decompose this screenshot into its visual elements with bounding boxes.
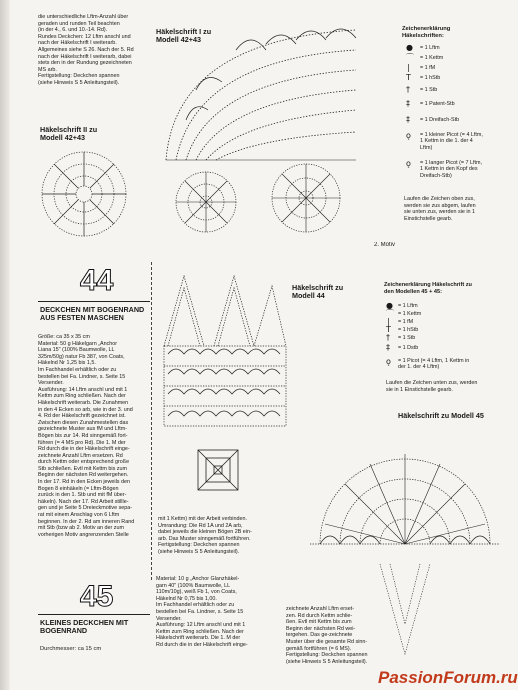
legend1-sym-0: ● [406,43,413,52]
chart-44-title: Häkelschrift zu Modell 44 [292,283,344,301]
legend2-text-4: = 1 Stb [398,335,416,341]
page-spine [0,0,10,690]
legend1-sym-1: ⌒ [406,53,414,62]
legend1-sym-3: T [406,73,411,82]
col1-bottom-text: Durchmesser: ca 15 cm [40,646,102,652]
legend2-sym-0: ● [386,301,393,310]
col1-top-text: die unterschiedliche Lftm-Anzahl über geraden und runden Teil beachten (in der 4., 6. und 10.-14. Rd). Rundes Deckchen: 12 Lftm anschl und nach der Häkelschrift I weiterarb. Allgemeines siehe S 26. Nach der 5. Rd nach der Häkelschrift I weiterarb, dabei stets den in der Rundung gezeichneten MS arb. Fertigstellung: Deckchen spannen (siehe Hinweis S 5 Anleitungsteil). [38,14,134,86]
legend1-text-4: = 1 Stb [420,87,438,93]
legend1-text-0: = 1 Lftm [420,45,440,51]
legend1-sym-4: † [406,85,410,94]
legend2-sym-3: T [386,325,391,334]
col1-mid-text: Größe: ca 35 x 35 cm Material: 50 g Häkelgarn „Anchor Liana 15" (100% Baumwolle, LL 325m/50g) natur Fb 387, von Coats, Häkelnd Nr 1,25 bis 1,5. Im Fachhandel erhältlich oder zu bestellen bei Fa. Lindner, s. Seite 15 Versender. Ausführung: 14 Lftm anschl und mit 1 Kettm zum Ring schließen. Nach der Häkelschrift weiterarb. Die Zunahmen in den 4 Ecken so arb, wie in der 3. und 4. Rd der Häkelschrift gezeichnet ist. Zwischen diesen Zunahmestellen das gezeichnete Muster aus fM und Lftm- Bögen bis zur 14. Rd sinngemäß fort- führen (= 4 MS pro Rd). Die 1. M der Rd durch die in der Häkelschrift einge- zeichnete Anzahl Lftm ersetzen. Rd durch Kettm oder entsprechend große Stb schließen. Evtl mit Kettm bis zum Beginn der nächsten Rd weitergehen. In der 17. Rd in den Ecken jeweils den Bogen 8 einhäkeln (= Lftm-Bögen zurück in den 1. Stb und mit fM über- häkeln). Nach der 17. Rd Arbeit stillle- gen und je Seite 5 Dreieckmotive sepa- rat mit einem Anschlag von 6 Lftm beginnen. In der 2. Rd am inneren Rand mit Stb (bzw ab 2. Motiv an der zum vorherigen Motiv angrenzenden Stelle [38,334,135,538]
legend1-title: Zeichenerklärung Häkelschriften: [402,26,451,39]
watermark-text: PassionForum.ru [378,668,518,687]
model-number-45: 45 [80,580,114,613]
heading-45: KLEINES DECKCHEN MIT BOGENRAND [40,618,129,636]
legend2-sym-1: ⌒ [386,309,394,318]
chart-i-drawing [156,20,386,248]
legend2-text-2: = 1 fM [398,319,414,325]
legend1-list [400,42,514,192]
legend1-sym-2: | [407,63,410,72]
legend2-text-1: = 1 Kettm [398,311,422,317]
col3-bottom-text: zeichnete Anzahl Lftm erset- zen. Rd durch Kettm schlie- ßen. Evtl mit Kettm bis zum Beginn der nächsten Rd wei- tergehen. Das ge-zeichnete Muster über die gesamte Rd sinn- gemäß fortführen (= 6 MS). Fertigstellung: Deckchen spannen (siehe Hinweis S 5 Anleitungsteil). [286,606,368,665]
legend1-text-1: = 1 Kettm [420,55,444,61]
legend1-text-3: = 1 hStb [420,75,441,81]
legend2-sym-6: ǫ [386,357,391,366]
model-number-44: 44 [80,264,114,297]
chart-45-title: Häkelschrift zu Modell 45 [398,411,484,420]
chart-44-drawing [154,266,290,510]
legend2-sym-5: ‡ [386,343,390,352]
col2-bottom-text: Material: 10 g „Anchor Glanzhäkel- garn 40" (100% Baumwolle, LL 110m/10g), weiß Fb 1, von Coats, Häkelnd Nr 0,75 bis 1,00. Im Fachhandel erhältlich oder zu bestellen bei Fa. Lindner, s. Seite 15 Versender. Ausführung: 12 Lftm anschl und mit 1 Kettm zum Ring schließen. Nach der Häkelschrift weiterarb. Die 1. M der Rd durch die in der Häkelschrift einge- [156,576,248,648]
chart-i-title: Häkelschrift I zu Modell 42+43 [156,27,212,45]
legend2-sym-4: † [386,333,390,342]
chart-ii-drawing [36,146,132,242]
legend2-text-5: = 1 Dstb [398,345,419,351]
legend1-text-7: = 1 kleiner Picot (= 4 Lftm, 1 Kettm in die 1. der 4 Lftm) [420,132,483,151]
legend2-text-0: = 1 Lftm [398,303,418,309]
legend2-sym-2: | [387,317,390,326]
legend1-sym-6: ‡ [406,115,410,124]
legend1-sym-5: ‡ [406,99,410,108]
rule-44 [38,301,150,302]
legend1-text-6: = 1 Dreifach-Stb [420,117,460,123]
chart-ii-title: Häkelschrift II zu Modell 42+43 [40,125,98,143]
legend1-text-5: = 1 Patent-Stb [420,101,455,107]
legend2-title: Zeichenerklärung Häkelschrift zu den Modellen 45 + 45: [384,282,472,295]
column-divider [151,262,152,580]
legend2-text-3: = 1 hStb [398,327,419,333]
legend2-note: Laufen die Zeichen unten zus, werden sie in 1 Einstichstelle gearb. [386,380,478,393]
col2-mid-text: mit 1 Kettm) mit der Arbeit verbinden. Umrandung: Die Rd 1A und 2A arb, dabei jeweils die kleinen Bögen 2B ein- arb. Das Muster sinngemäß fortführen. Fertigstellung: Deckchen spannen (siehe Hinweis S 5 Anleitungsteil). [158,516,252,555]
legend1-sym-8: ǫ [406,159,411,168]
legend1-text-8: = 1 langer Picot (= 7 Lftm, 1 Kettm in den Kopf des Dreifach-Stb) [420,160,483,179]
legend2-list [382,300,514,376]
heading-44: DECKCHEN MIT BOGENRAND AUS FESTEN MASCHEN [40,305,145,323]
legend2-text-6: = 1 Picot (= 4 Lftm, 1 Kettm in der 1. der 4 Lftm) [398,358,470,371]
legend1-sym-7: ǫ [406,131,411,140]
motiv-label: 2. Motiv [374,242,396,248]
legend1-text-2: = 1 fM [420,65,436,71]
rule-45 [38,614,150,615]
legend1-note: Laufen die Zeichen oben zus, werden sie zus abgem, laufen sie unten zus, werden sie in 1 Einstichstelle gearb. [404,196,476,222]
